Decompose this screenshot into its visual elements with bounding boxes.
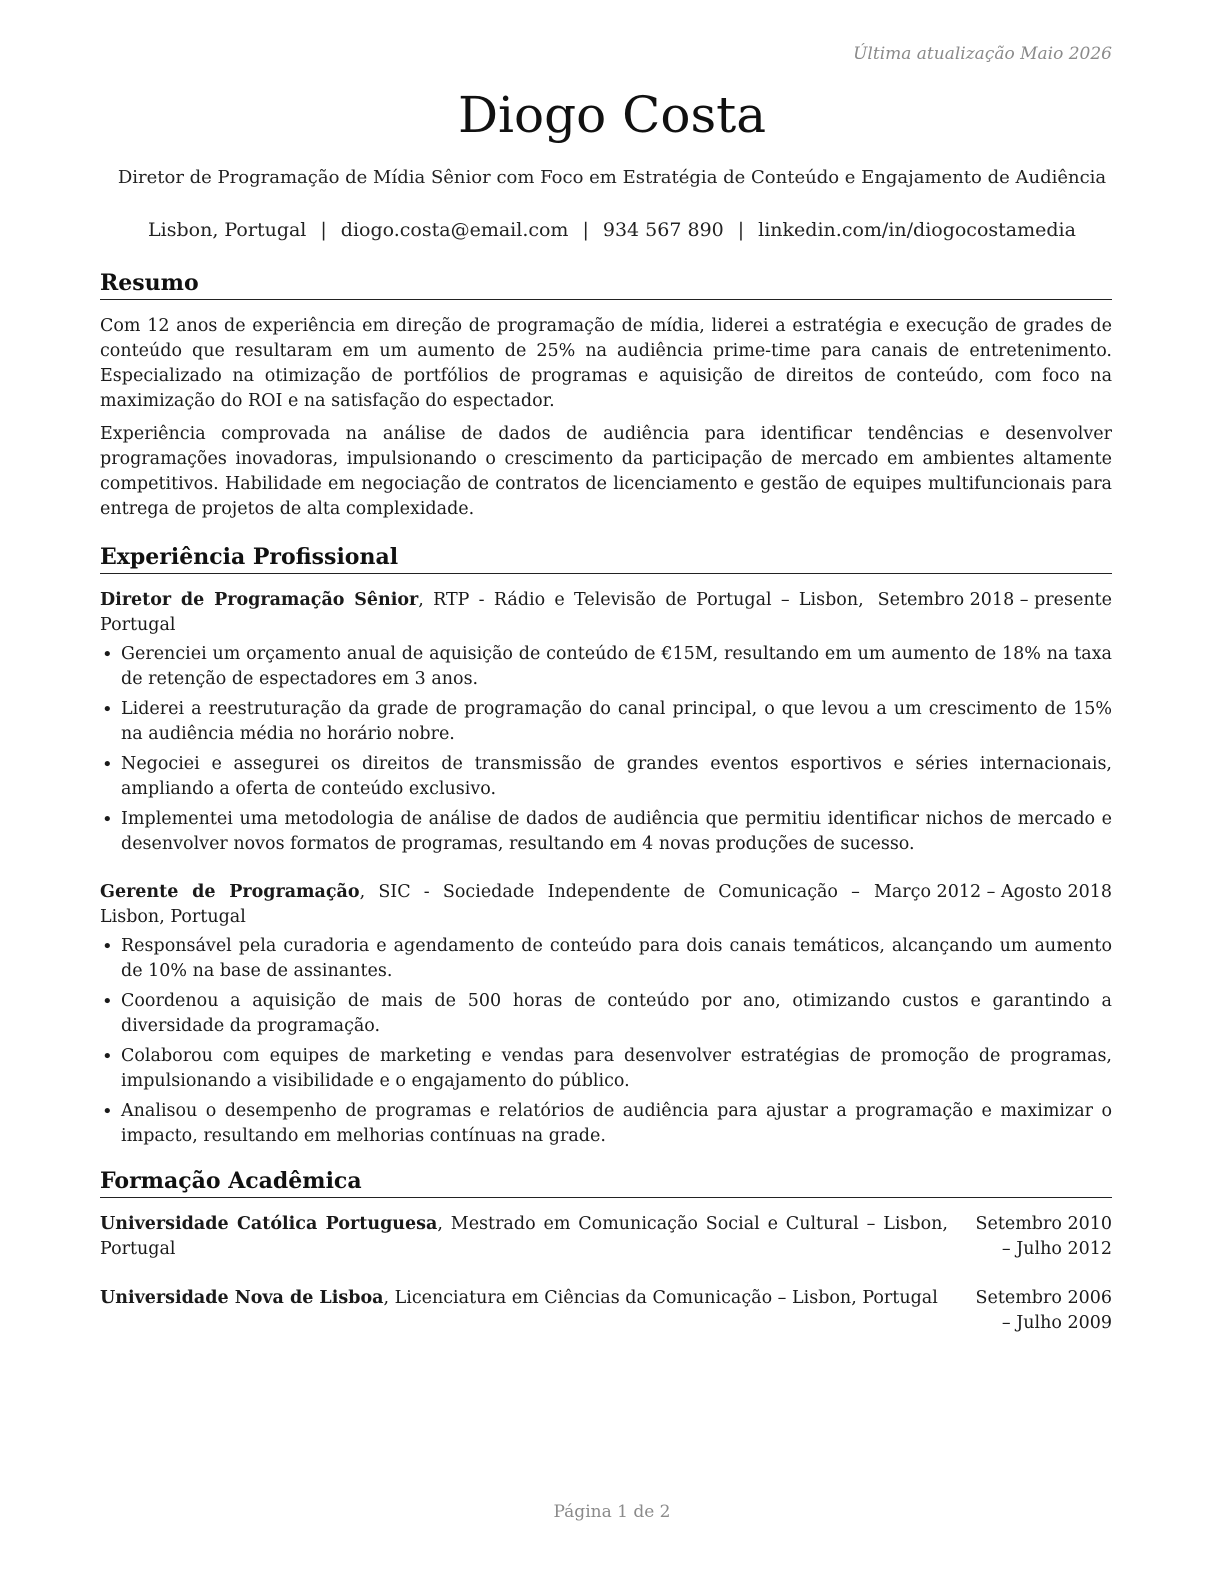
section-title-experience: Experiência Profissional: [100, 542, 1112, 574]
job-header: [100, 880, 1112, 930]
achievement-item: • Coordenou a aquisição de mais de 500 horas de conteúdo por ano, otimizando custos e garantindo a diversidade da programação.: [100, 989, 1112, 1039]
job-dates: Setembro 2018 – presente: [877, 590, 1112, 610]
contact-email[interactable]: diogo.costa@email.com: [340, 219, 569, 241]
achievement-item: • Implementei uma metodologia de análise de dados de audiência que permitiu identificar nichos de mercado e desenvolver novos formatos de programas, resultando em 4 novas produções de sucesso.: [100, 807, 1112, 857]
achievement-item: • Analisou o desempenho de programas e relatórios de audiência para ajustar a programação e maximizar o impacto, resultando em melhorias contínuas na grade.: [100, 1099, 1112, 1149]
job-achievements: [100, 642, 1112, 857]
contact-separator: |: [320, 219, 327, 241]
contact-phone: 934 567 890: [602, 219, 724, 241]
resume-body: [100, 268, 1112, 1360]
job-role: Gerente de Programação: [100, 882, 360, 902]
job-organization: , SIC - Sociedade Independente de Comunicação – Lisbon, Portugal: [100, 882, 860, 927]
education-header: [100, 1286, 1112, 1336]
contact-separator: |: [737, 219, 745, 241]
candidate-name: Diogo Costa: [457, 86, 767, 144]
education-entry: [100, 1286, 1112, 1336]
last-updated-note: Última atualização Maio 2026: [853, 44, 1112, 64]
job-entry: [100, 588, 1112, 857]
achievement-item: • Negociei e assegurei os direitos de transmissão de grandes eventos esportivos e séries internacionais, ampliando a oferta de conteúdo exclusivo.: [100, 752, 1112, 802]
education-entry: [100, 1212, 1112, 1262]
achievement-item: • Colaborou com equipes de marketing e vendas para desenvolver estratégias de promoção de programas, impulsionando a visibilidade e o engajamento do público.: [100, 1044, 1112, 1094]
page-number: Página 1 de 2: [553, 1502, 671, 1522]
summary-paragraph: Com 12 anos de experiência em direção de programação de mídia, liderei a estratégia e execução de grades de conteúdo que resultaram em um aumento de 25% na audiência prime-time para canais de entretenimento. Especializado na otimização de portfólios de programas e aquisição de direitos de conteúdo, com foco na maximização do ROI e na satisfação do espectador.: [100, 316, 1112, 411]
education-header: [100, 1212, 1112, 1262]
education-dates: Setembro 2006 – Julho 2009: [975, 1288, 1112, 1333]
summary-paragraph: Experiência comprovada na análise de dados de audiência para identificar tendências e desenvolver programações inovadoras, impulsionando o crescimento da participação de mercado em ambientes altamente competitivos. Habilidade em negociação de contratos de licenciamento e gestão de equipes multifuncionais para entrega de projetos de alta complexidade.: [100, 424, 1112, 519]
job-achievements: [100, 934, 1112, 1149]
professional-headline: Diretor de Programação de Mídia Sênior com Foco em Estratégia de Conteúdo e Engajamento de Audiência: [117, 167, 1107, 188]
education-school: Universidade Católica Portuguesa: [100, 1214, 438, 1234]
achievement-item: • Liderei a reestruturação da grade de programação do canal principal, o que levou a um crescimento de 15% na audiência média no horário nobre.: [100, 697, 1112, 747]
contact-linkedin[interactable]: linkedin.com/in/diogocostamedia: [758, 219, 1076, 241]
contact-line: [0, 219, 1224, 241]
contact-location: Lisbon, Portugal: [148, 219, 307, 241]
job-role: Diretor de Programação Sênior: [100, 590, 419, 610]
section-title-education: Formação Acadêmica: [100, 1166, 1112, 1198]
job-header: [100, 588, 1112, 638]
achievement-item: • Gerenciei um orçamento anual de aquisição de conteúdo de €15M, resultando em um aumento de 18% na taxa de retenção de espectadores em 3 anos.: [100, 642, 1112, 692]
job-entry: [100, 880, 1112, 1149]
section-title-summary: Resumo: [100, 268, 1112, 300]
job-dates: Março 2012 – Agosto 2018: [873, 882, 1112, 902]
education-dates: Setembro 2010 – Julho 2012: [975, 1214, 1112, 1259]
education-school: Universidade Nova de Lisboa: [100, 1288, 384, 1308]
achievement-item: • Responsável pela curadoria e agendamento de conteúdo para dois canais temáticos, alcançando um aumento de 10% na base de assinantes.: [100, 934, 1112, 984]
education-degree: , Mestrado em Comunicação Social e Cultural – Lisbon, Portugal: [100, 1214, 948, 1259]
contact-separator: |: [582, 219, 589, 241]
job-organization: , RTP - Rádio e Televisão de Portugal – Lisbon, Portugal: [100, 590, 864, 635]
education-degree: , Licenciatura em Ciências da Comunicação – Lisbon, Portugal: [383, 1288, 938, 1308]
